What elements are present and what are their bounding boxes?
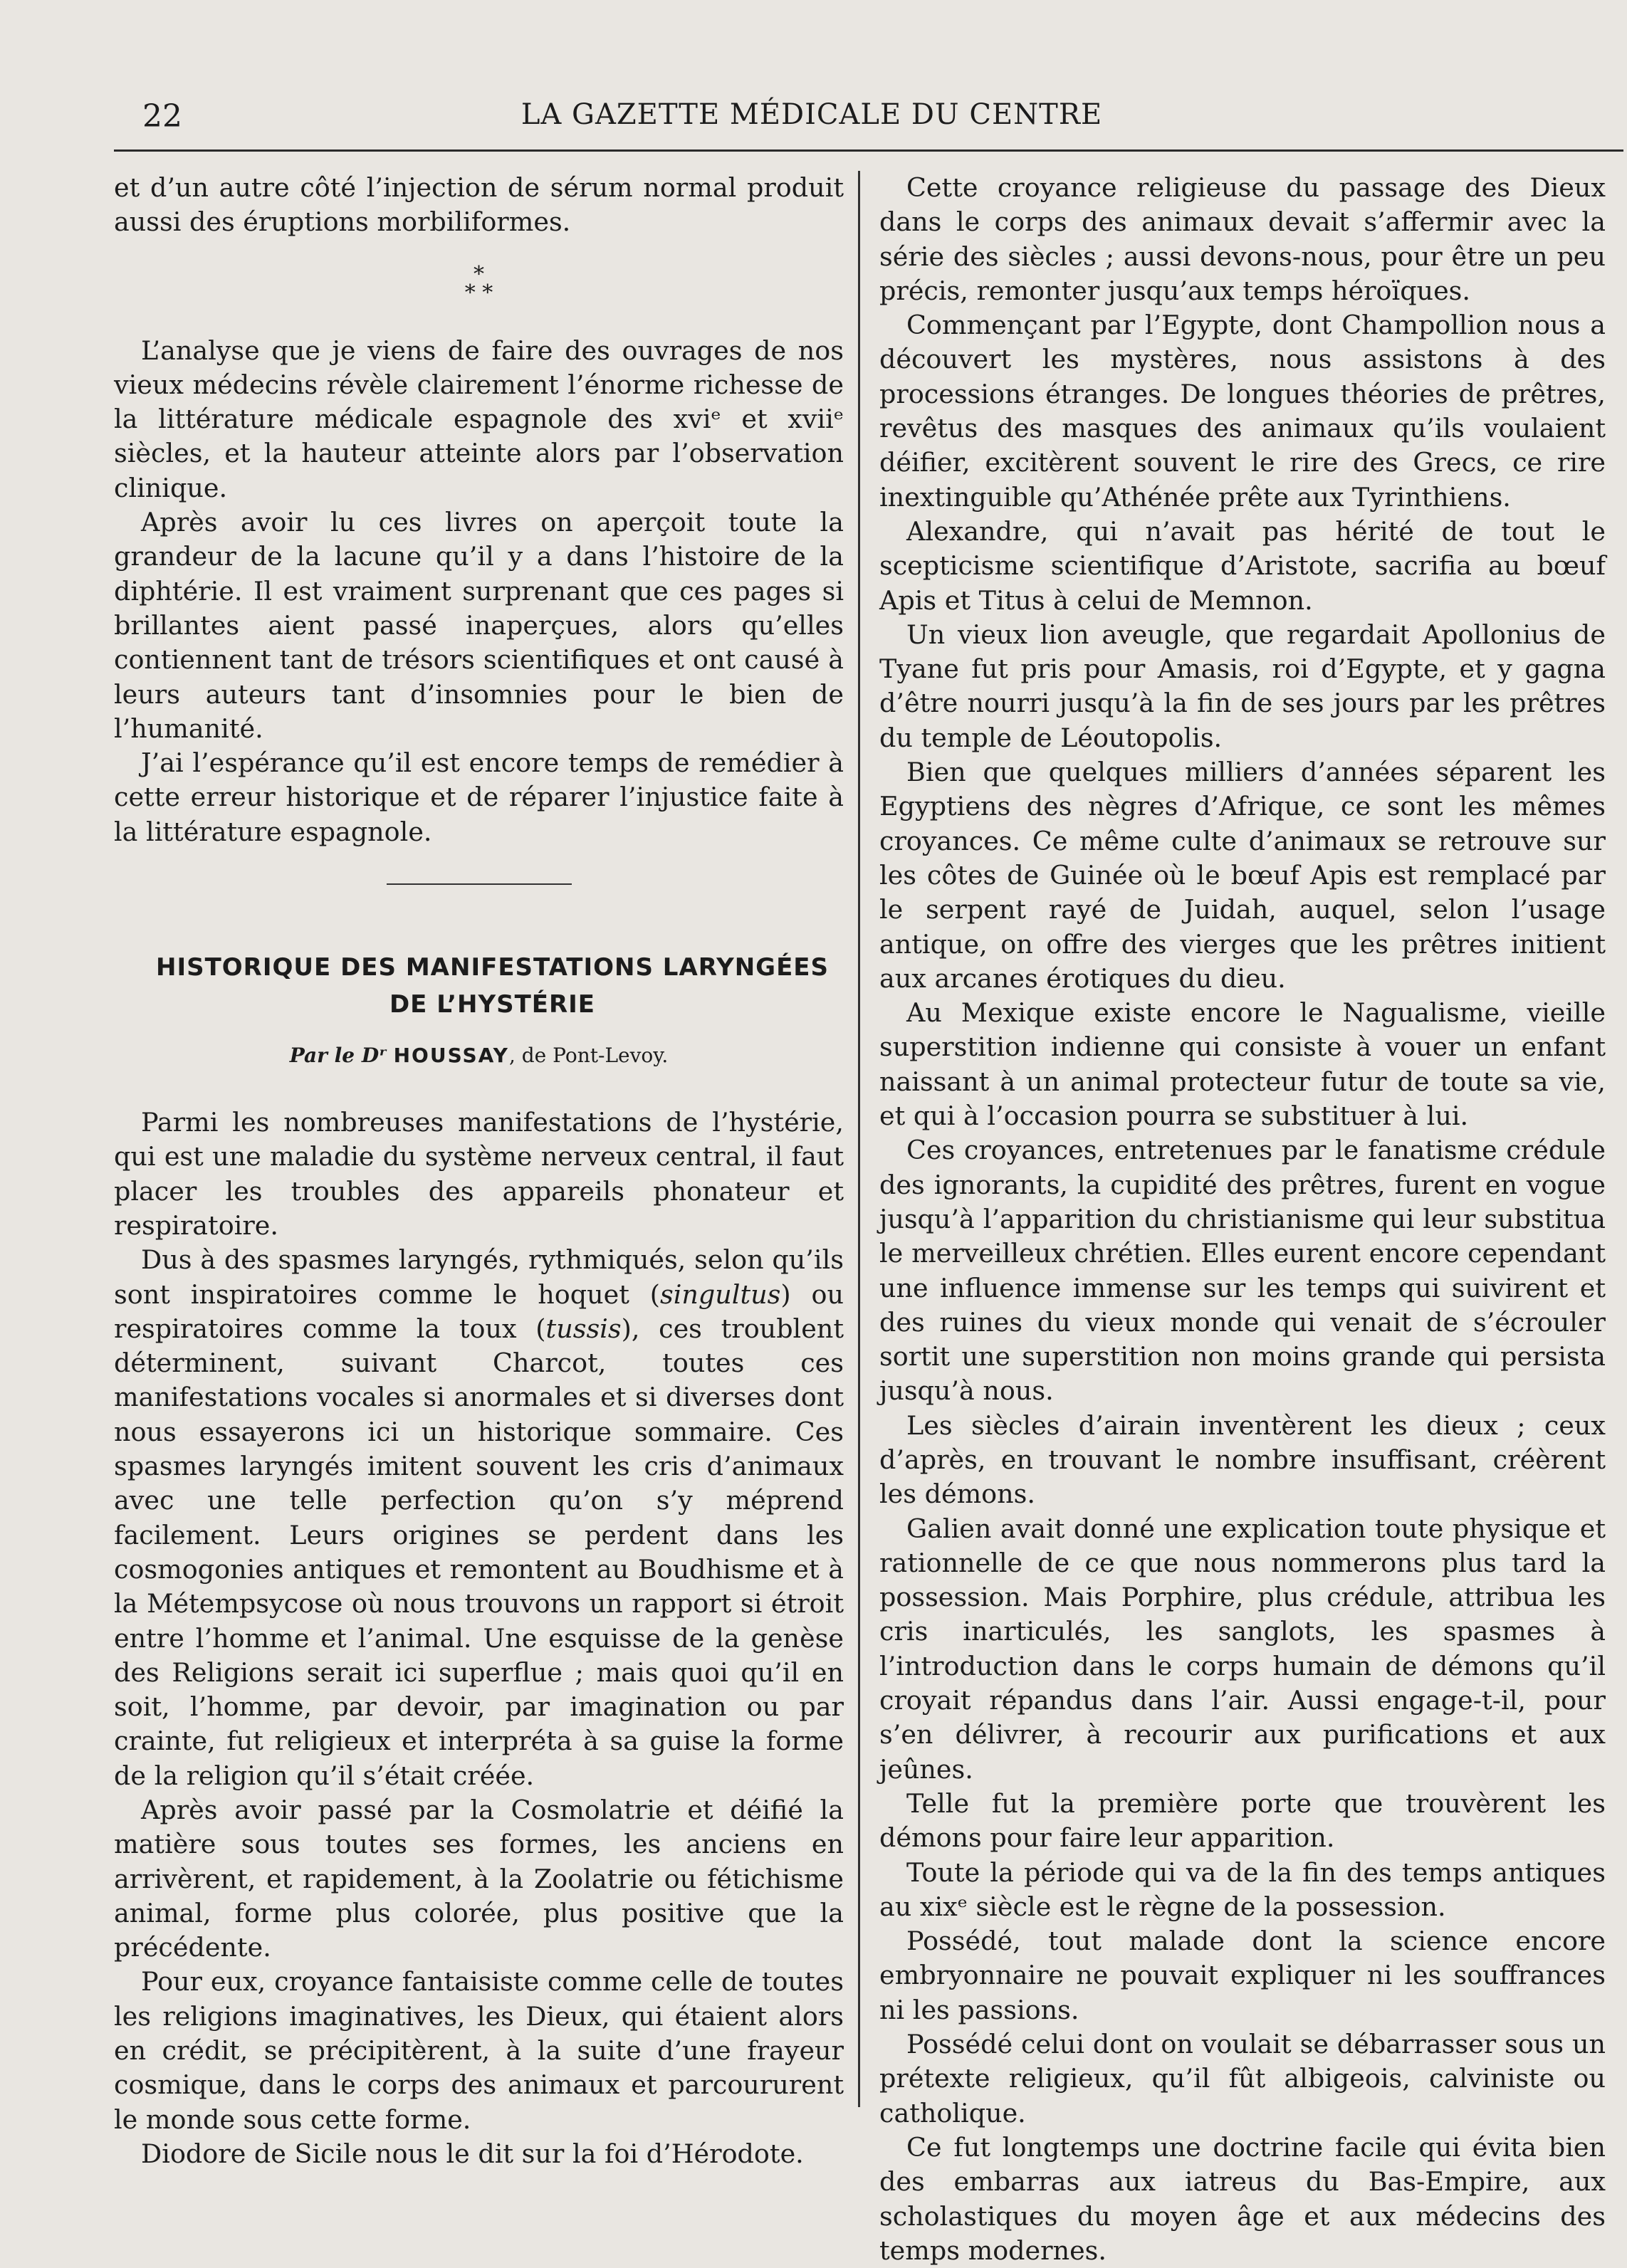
paragraph: Ces croyances, entretenues par le fanatisme crédule des ignorants, la cupidité des prêtres, furent en vogue jusqu’à l’apparition du christianisme qui leur substitua le merveilleux chrétien. Elles eurent encore cependant une influence immense sur les temps qui suivirent et des ruines du vieux monde qui venait de s’écrouler sortit une superstition non moins grande qui persista jusqu’à nous.	[879, 1135, 1606, 1407]
section-stars: * * *	[464, 261, 493, 305]
running-title: LA GAZETTE MÉDICALE DU CENTRE	[520, 98, 1103, 131]
paragraph: Bien que quelques milliers d’années séparent les Egyptiens des nègres d’Afrique, ce sont les mêmes croyances. Ce même culte d’animaux se retrouve sur les côtes de Guinée où le bœuf Apis est remplacé par le serpent rayé de Juidah, auquel, selon l’usage antique, on offre des vierges que les prêtres initient aux arcanes érotiques du dieu.	[879, 757, 1606, 994]
column-divider	[858, 171, 860, 2107]
paragraph: Un vieux lion aveugle, que regardait Apollonius de Tyane fut pris pour Amasis, roi d’Egypte, et y gagna d’être nourri jusqu’à la fin de ses jours par les prêtres du temple de Léoutopolis.	[879, 619, 1606, 753]
italic-term: tussis	[545, 1313, 622, 1344]
byline	[114, 1041, 844, 1070]
paragraph: et d’un autre côté l’injection de sérum normal produit aussi des éruptions morbiliformes.	[114, 172, 844, 238]
header-rule	[114, 149, 1623, 152]
section-divider	[387, 883, 572, 885]
paragraph: Galien avait donné une explication toute physique et rationnelle de ce que nous nommerons plus tard la possession. Mais Porphire, plus crédule, attribua les cris inarticulés, les sanglots, les spasmes à l’introduction dans le corps humain de démons qu’il croyait répandus dans l’air. Aussi engage-t-il, pour s’en délivrer, à recourir aux purifications et aux jeûnes.	[879, 1513, 1606, 1785]
author-place: , de Pont-Levoy.	[508, 1044, 669, 1068]
right-column	[879, 171, 1606, 2268]
article-title-line2: DE L’HYSTÉRIE	[389, 990, 596, 1019]
paragraph: L’analyse que je viens de faire des ouvrages de nos vieux médecins révèle clairement l’énorme richesse de la littérature médicale espagnole des xviᵉ et xviiᵉ siècles, et la hauteur atteinte alors par l’observation clinique.	[114, 335, 844, 503]
paragraph: Ce fut longtemps une doctrine facile qui évita bien des embarras aux iatreus du Bas-Empire, aux scholastiques du moyen âge et aux médecins des temps modernes.	[879, 2131, 1606, 2266]
paragraph: Possédé, tout malade dont la science encore embryonnaire ne pouvait expliquer ni les souffrances ni les passions.	[879, 1926, 1606, 2025]
paragraph: Les siècles d’airain inventèrent les dieux ; ceux d’après, en trouvant le nombre insuffisant, créèrent les démons.	[879, 1409, 1606, 1510]
paragraph: Pour eux, croyance fantaisiste comme celle de toutes les religions imaginatives, les Dieux, qui étaient alors en crédit, se précipitèrent, à la suite d’une frayeur cosmique, dans le corps des animaux et parcoururent le monde sous cette forme.	[114, 1966, 844, 2135]
page-header	[114, 91, 1510, 137]
byline-prefix: Par le Dʳ	[289, 1044, 387, 1068]
paragraph: Telle fut la première porte que trouvèrent les démons pour faire leur apparition.	[879, 1787, 1606, 1854]
paragraph: Au Mexique existe encore le Nagualisme, vieille superstition indienne qui consiste à vouer un enfant naissant à un animal protecteur futur de toute sa vie, et qui à l’occasion pourra se substituer à lui.	[879, 997, 1606, 1132]
article-title-line1: HISTORIQUE DES MANIFESTATIONS LARYNGÉES	[155, 953, 830, 982]
paragraph: Commençant par l’Egypte, dont Champollion nous a découvert les mystères, nous assistons à des processions étranges. De longues théories de prêtres, revêtus des masques des animaux qu’ils voulaient déifier, excitèrent souvent le rire des Grecs, ce rire inextinguible qu’Athénée prête aux Tyrinthiens.	[879, 310, 1606, 513]
italic-term: singultus	[660, 1279, 781, 1310]
page-number: 22	[142, 98, 182, 135]
paragraph: Parmi les nombreuses manifestations de l’hystérie, qui est une maladie du système nerveux central, il faut placer les troubles des appareils phonateur et respiratoire.	[114, 1107, 844, 1241]
paragraph: J’ai l’espérance qu’il est encore temps de remédier à cette erreur historique et de réparer l’injustice faite à la littérature espagnole.	[114, 747, 844, 847]
paragraph: Cette croyance religieuse du passage des Dieux dans le corps des animaux devait s’affermir avec la série des siècles ; aussi devons-nous, pour être un peu précis, remonter jusqu’aux temps héroïques.	[879, 172, 1606, 306]
paragraph: Après avoir lu ces livres on aperçoit toute la grandeur de la lacune qu’il y a dans l’histoire de la diphtérie. Il est vraiment surprenant que ces pages si brillantes aient passé inaperçues, alors qu’elles contiennent tant de trésors scientifiques et ont causé à leurs auteurs tant d’insomnies pour le bien de l’humanité.	[114, 507, 844, 744]
paragraph: Possédé celui dont on voulait se débarrasser sous un prétexte religieux, qu’il fût albigeois, calviniste ou catholique.	[879, 2029, 1606, 2128]
left-column	[114, 171, 844, 2171]
paragraph: Après avoir passé par la Cosmolatrie et déifié la matière sous toutes ses formes, les anciens en arrivèrent, et rapidement, à la Zoolatrie ou fétichisme animal, forme plus colorée, plus positive que la précédente.	[114, 1794, 844, 1963]
paragraph: Dus à des spasmes laryngés, rythmiqués, selon qu’ils sont inspiratoires comme le hoquet (singultus) ou respiratoires comme la toux (tussis), ces troublent déterminent, suivant Charcot, toutes ces manifestations vocales si anormales et si diverses dont nous essayerons ici un historique sommaire. Ces spasmes laryngés imitent souvent les cris d’animaux avec une telle perfection qu’on s’y méprend facilement. Leurs origines se perdent dans les cosmogonies antiques et remontent au Boudhisme et à la Métempsycose où nous trouvons un rapport si étroit entre l’homme et l’animal. Une esquisse de la genèse des Religions serait ici superflue ; mais quoi qu’il en soit, l’homme, par devoir, par imagination ou par crainte, fut religieux et interpréta à sa guise la forme de la religion qu’il s’était créée.	[114, 1244, 844, 1791]
paragraph: Toute la période qui va de la fin des temps antiques au xixᵉ siècle est le règne de la possession.	[879, 1857, 1606, 1922]
paragraph: Diodore de Sicile nous le dit sur la foi d’Hérodote.	[141, 2138, 804, 2169]
paragraph: Alexandre, qui n’avait pas hérité de tout le scepticisme scientifique d’Aristote, sacrifia au bœuf Apis et Titus à celui de Memnon.	[879, 515, 1606, 616]
author-name: HOUSSAY	[393, 1044, 509, 1068]
